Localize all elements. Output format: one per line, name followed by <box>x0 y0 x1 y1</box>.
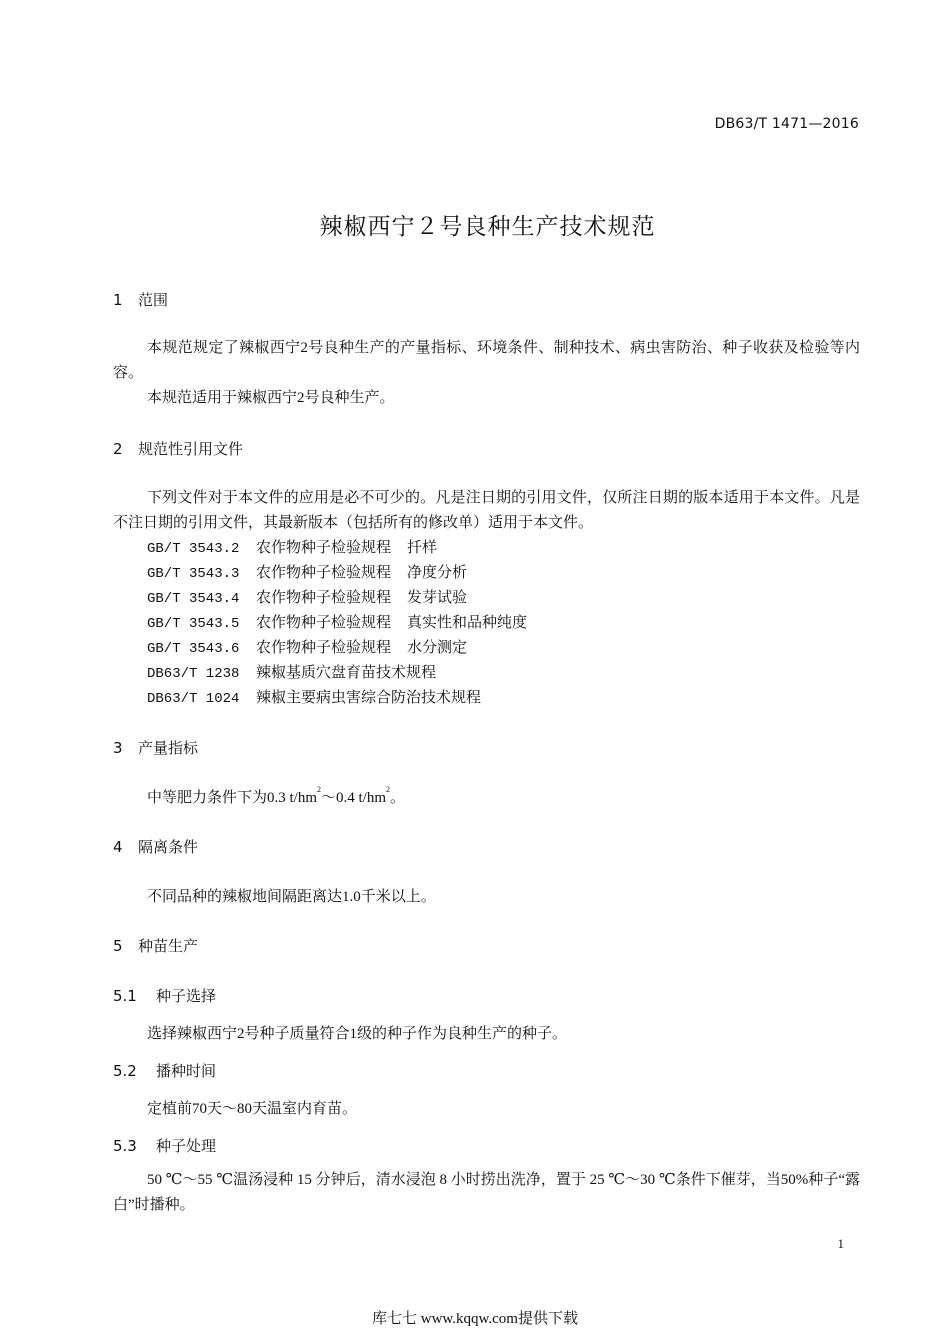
superscript: 2 <box>317 785 322 794</box>
yield-text-b: ～0.4 t/hm <box>321 790 387 806</box>
footer-download-note: 库七七 www.kqqw.com提供下载 <box>372 1311 578 1327</box>
reference-subtitle: 净度分析 <box>407 565 468 581</box>
reference-title: 辣椒基质穴盘育苗技术规程 <box>256 665 437 681</box>
subsection-title: 播种时间 <box>156 1062 217 1080</box>
reference-subtitle: 发芽试验 <box>407 590 468 606</box>
section-number: 3 <box>113 739 123 757</box>
isolation-text: 不同品种的辣椒地间隔距离达1.0千米以上。 <box>147 889 436 905</box>
reference-item <box>147 561 467 582</box>
document-title: 辣椒西宁２号良种生产技术规范 <box>319 214 656 240</box>
section-number: 1 <box>113 291 123 309</box>
section-title: 产量指标 <box>138 739 199 757</box>
section-1-heading <box>113 289 168 310</box>
reference-subtitle: 真实性和品种纯度 <box>407 615 528 631</box>
section-1-paragraph-1: 本规范规定了辣椒西宁2号良种生产的产量指标、环境条件、制种技术、病虫害防治、种子收获及检验等内容。 <box>113 340 860 381</box>
section-2-paragraph-1: 下列文件对于本文件的应用是必不可少的。凡是注日期的引用文件，仅所注日期的版本适用于本文件。凡是不注日期的引用文件，其最新版本（包括所有的修改单）适用于本文件。 <box>113 490 860 531</box>
reference-title: 农作物种子检验规程 <box>256 590 392 606</box>
section-4-heading <box>113 836 198 857</box>
section-title: 种苗生产 <box>138 937 199 955</box>
subsection-title: 种子处理 <box>156 1137 217 1155</box>
reference-code: DB63/T 1024 <box>147 691 240 707</box>
subsection-5-3-text: 50 ℃～55 ℃温汤浸种 15 分钟后，清水浸泡 8 小时捞出洗净，置于 25 ℃～30 ℃条件下催芽，当50%种子“露白”时播种。 <box>113 1172 860 1213</box>
section-3-heading <box>113 737 198 758</box>
subsection-title: 种子选择 <box>156 987 217 1005</box>
reference-code: GB/T 3543.2 <box>147 541 240 557</box>
reference-item <box>147 586 467 607</box>
reference-subtitle: 扦样 <box>407 540 438 556</box>
section-5-heading <box>113 935 198 956</box>
subsection-number: 5.1 <box>113 987 137 1005</box>
reference-title: 农作物种子检验规程 <box>256 540 392 556</box>
subsection-5-2-heading <box>113 1060 216 1081</box>
reference-code: DB63/T 1238 <box>147 666 240 682</box>
reference-code: GB/T 3543.6 <box>147 641 240 657</box>
yield-text-a: 中等肥力条件下为0.3 t/hm <box>147 790 318 806</box>
reference-code: GB/T 3543.4 <box>147 591 240 607</box>
page-number: 1 <box>837 1236 844 1251</box>
subsection-5-3-heading <box>113 1135 216 1156</box>
reference-title: 农作物种子检验规程 <box>256 615 392 631</box>
standard-code: DB63/T 1471—2016 <box>714 116 859 132</box>
reference-item <box>147 611 527 632</box>
section-title: 隔离条件 <box>138 838 199 856</box>
subsection-5-2-text: 定植前70天～80天温室内育苗。 <box>147 1101 358 1117</box>
yield-text <box>147 786 405 807</box>
section-1-paragraph-2: 本规范适用于辣椒西宁2号良种生产。 <box>147 390 395 406</box>
section-2-heading <box>113 438 243 459</box>
subsection-number: 5.2 <box>113 1062 137 1080</box>
reference-item <box>147 661 436 682</box>
section-title: 规范性引用文件 <box>138 440 244 458</box>
reference-code: GB/T 3543.3 <box>147 566 240 582</box>
yield-text-c: 。 <box>390 790 406 806</box>
reference-code: GB/T 3543.5 <box>147 616 240 632</box>
section-number: 5 <box>113 937 123 955</box>
reference-title: 农作物种子检验规程 <box>256 565 392 581</box>
reference-title: 辣椒主要病虫害综合防治技术规程 <box>256 690 482 706</box>
subsection-5-1-heading <box>113 985 216 1006</box>
superscript: 2 <box>386 785 391 794</box>
section-title: 范围 <box>138 291 169 309</box>
section-number: 2 <box>113 440 123 458</box>
subsection-5-1-text: 选择辣椒西宁2号种子质量符合1级的种子作为良种生产的种子。 <box>147 1026 568 1042</box>
section-number: 4 <box>113 838 123 856</box>
reference-subtitle: 水分测定 <box>407 640 468 656</box>
reference-item <box>147 536 437 557</box>
reference-item <box>147 636 467 657</box>
reference-item <box>147 686 481 707</box>
reference-title: 农作物种子检验规程 <box>256 640 392 656</box>
subsection-number: 5.3 <box>113 1137 137 1155</box>
